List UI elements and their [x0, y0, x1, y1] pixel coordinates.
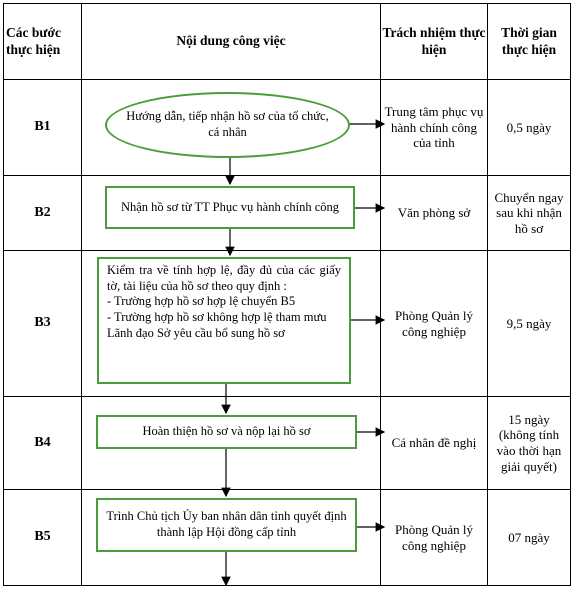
time-text: 9,5 ngày — [506, 315, 552, 331]
header-content-label: Nội dung công việc — [176, 33, 286, 49]
step-label: B5 — [34, 529, 51, 545]
responsible-text: Phòng Quản lý công nghiệp — [395, 307, 473, 339]
flow-box-b5 — [96, 498, 357, 552]
step-label: B2 — [34, 204, 51, 220]
step-label: B1 — [34, 119, 51, 135]
flow-text: Trình Chủ tịch Ủy ban nhân dân tỉnh quyết định thành lập Hội đồng cấp tỉnh — [106, 509, 347, 539]
flow-text: Hướng dẫn, tiếp nhận hồ sơ của tổ chức, cá nhân — [126, 109, 329, 139]
flow-text-line: Kiểm tra về tính hợp lệ, đầy đủ của các giấy tờ, tài liệu của hồ sơ theo quy định : — [107, 263, 341, 293]
flow-box-b4 — [96, 415, 357, 449]
time-text: 15 ngày (không tính vào thời hạn giải quyết) — [496, 411, 562, 474]
time-text: 0,5 ngày — [506, 119, 552, 135]
responsible-text: Trung tâm phục vụ hành chính công của tỉnh — [384, 104, 484, 151]
responsible-text: Cá nhân đề nghị — [391, 435, 477, 451]
flow-text: Nhận hồ sơ từ TT Phục vụ hành chính công — [120, 199, 340, 214]
time-text: Chuyển ngay sau khi nhận hồ sơ — [494, 189, 564, 236]
time-text: 07 ngày — [508, 529, 550, 545]
flow-text-line: - Trường hợp hồ sơ không hợp lệ tham mưu Lãnh đạo Sở yêu cầu bổ sung hồ sơ — [107, 309, 327, 340]
step-label: B4 — [34, 434, 51, 450]
flow-box-b2 — [105, 186, 355, 229]
header-responsible-label: Trách nhiệm thực hiện — [382, 25, 486, 57]
responsible-text: Văn phòng sở — [397, 205, 471, 221]
header-steps-label: Các bước thực hiện — [6, 25, 61, 57]
flow-oval-b1 — [105, 92, 350, 158]
step-label: B3 — [34, 315, 51, 331]
flow-text-line: - Trường hợp hồ sơ hợp lệ chuyển B5 — [107, 294, 296, 309]
flow-text: Hoàn thiện hồ sơ và nộp lại hồ sơ — [142, 424, 311, 439]
flow-box-b3 — [97, 257, 351, 384]
responsible-text: Phòng Quản lý công nghiệp — [395, 521, 473, 553]
header-time-label: Thời gian thực hiện — [501, 25, 557, 57]
